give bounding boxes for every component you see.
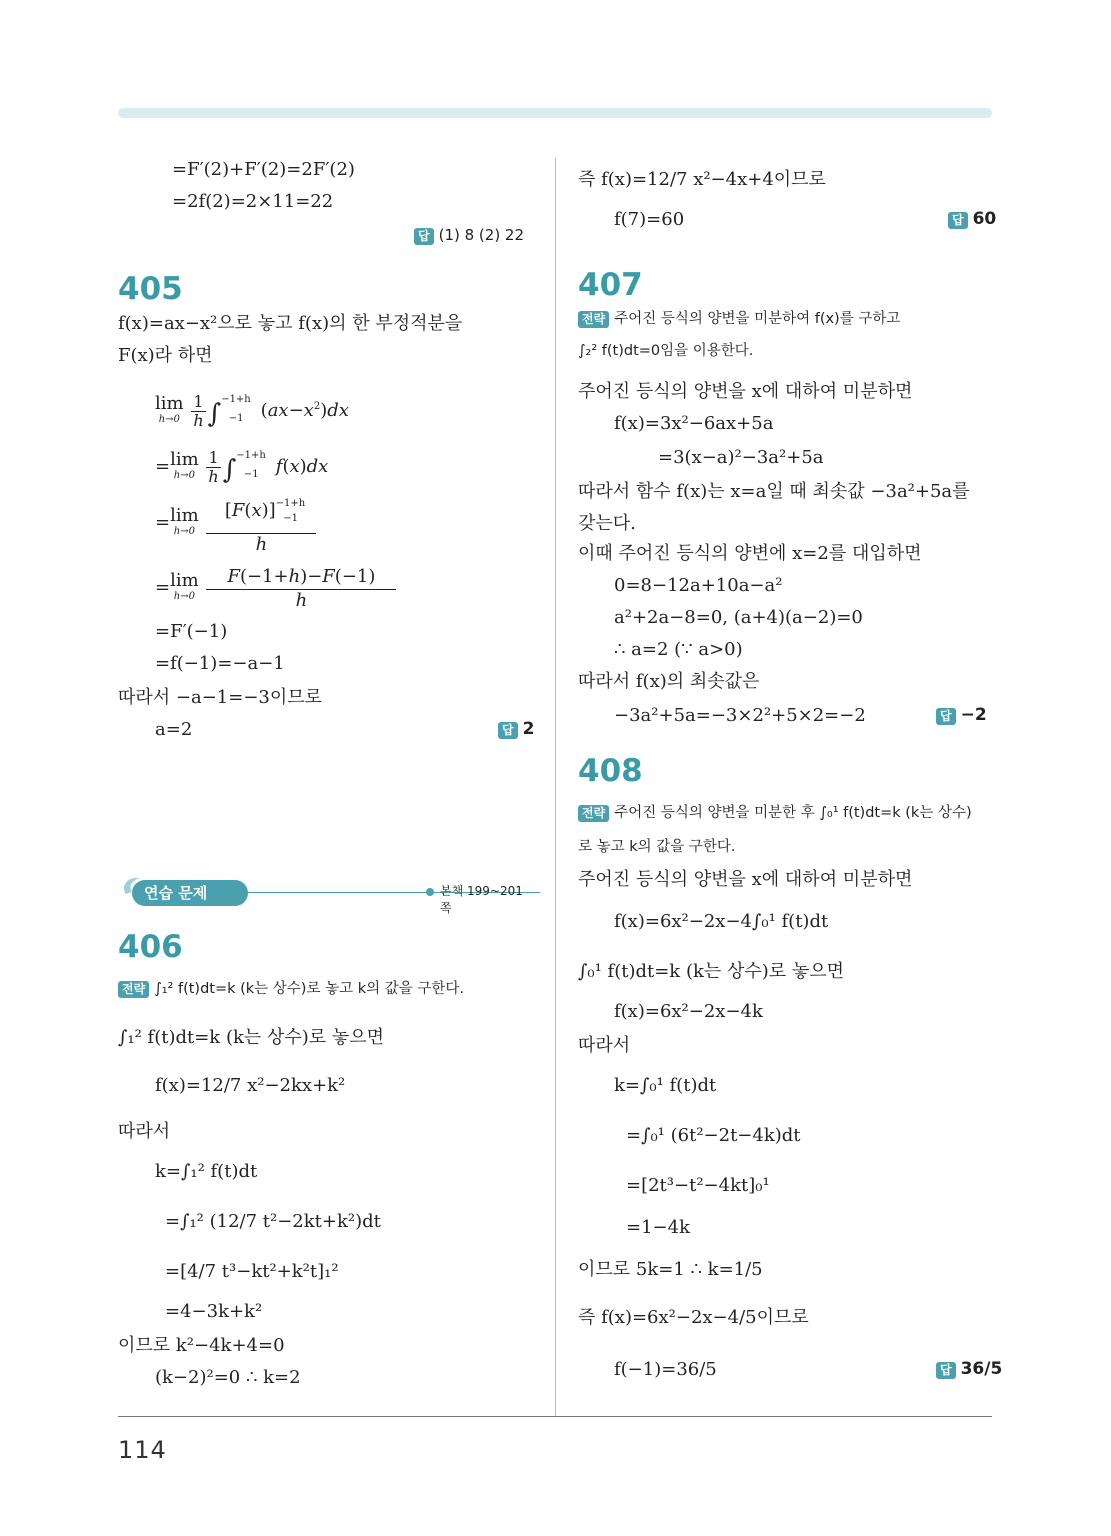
p406-line-7: =4−3k+k² [165,1301,263,1322]
problem-number-407: 407 [578,267,643,303]
p408-line-10: 이므로 5k=1 ∴ k=1/5 [578,1259,763,1280]
strategy-badge: 전략 [118,981,149,998]
p405-line-4: a=2 [155,719,193,740]
practice-section-header [118,872,530,915]
answer-value: −2 [960,705,987,725]
p407-line-3: =3(x−a)²−3a²+5a [658,447,824,468]
bottom-rule [118,1416,992,1417]
p407-strategy-2: ∫₂² f(t)dt=0임을 이용한다. [578,343,754,359]
answer-badge: 답 [498,722,518,739]
p408-line-2: f(x)=6x²−2x−4∫₀¹ f(t)dt [614,911,829,932]
p408-strategy-2: 로 놓고 k의 값을 구한다. [578,839,736,855]
p408-line-9: =1−4k [626,1217,690,1238]
p405-line-3: 따라서 −a−1=−3이므로 [118,687,323,708]
answer-badge: 답 [414,228,434,245]
p408-line-7: =∫₀¹ (6t²−2t−4k)dt [626,1125,801,1146]
top-decorative-bar [118,108,992,118]
page-number: 114 [118,1436,167,1464]
problem-number-406: 406 [118,929,183,965]
p407-line-8: a²+2a−8=0, (a+4)(a−2)=0 [614,607,863,628]
p406-line-9: (k−2)²=0 ∴ k=2 [155,1367,301,1388]
problem-number-405: 405 [118,271,183,307]
p408-line-12: f(−1)=36/5 [614,1359,717,1380]
p407-line-7: 0=8−12a+10a−a² [614,575,783,596]
p406-line-4: k=∫₁² f(t)dt [155,1161,258,1182]
problem-number-408: 408 [578,753,643,789]
p408-line-11: 즉 f(x)=6x²−2x−4/5이므로 [578,1307,809,1328]
strategy-badge: 전략 [578,805,609,822]
p407-line-9: ∴ a=2 (∵ a>0) [614,639,743,660]
carry-right-line-2: f(7)=60 [614,209,685,230]
p407-line-10: 따라서 f(x)의 최솟값은 [578,671,760,692]
p405-expr-5: =F′(−1) [155,621,228,642]
column-divider [555,158,556,1416]
p408-line-3: ∫₀¹ f(t)dt=k (k는 상수)로 놓으면 [578,961,845,982]
answer-carry-left [414,224,524,246]
p407-line-4: 따라서 함수 f(x)는 x=a일 때 최솟값 −3a²+5a를 [578,481,970,502]
carry-line-1: =F′(2)+F′(2)=2F′(2) [172,159,355,180]
p406-line-1: ∫₁² f(t)dt=k (k는 상수)로 놓으면 [118,1027,385,1048]
carry-right-line-1: 즉 f(x)=12/7 x²−4x+4이므로 [578,169,826,190]
p408-strategy-1: 전략 주어진 등식의 양변을 미분한 후 ∫₀¹ f(t)dt=k (k는 상수) [578,802,972,824]
answer-value: 36/5 [960,1359,1003,1379]
p405-line-1: f(x)=ax−x²으로 놓고 f(x)의 한 부정적분을 [118,313,463,334]
p406-line-2: f(x)=12/7 x²−2kx+k² [155,1075,346,1096]
p406-line-6: =[4/7 t³−kt²+k²t]₁² [165,1261,339,1282]
p407-line-1: 주어진 등식의 양변을 x에 대하여 미분하면 [578,381,913,402]
p408-line-4: f(x)=6x²−2x−4k [614,1001,763,1022]
answer-value: 60 [972,209,997,229]
answer-407 [936,704,987,726]
answer-badge: 답 [936,1362,956,1379]
carry-line-2: =2f(2)=2×11=22 [172,191,334,212]
p408-line-5: 따라서 [578,1035,631,1056]
answer-value: 2 [522,719,535,739]
p406-line-3: 따라서 [118,1121,171,1142]
practice-label: 연습 문제 [132,880,248,906]
p408-line-8: =[2t³−t²−4kt]₀¹ [626,1175,770,1196]
p407-line-6: 이때 주어진 등식의 양변에 x=2를 대입하면 [578,543,922,564]
p405-expr-2: = lim h→0 $\frac{1}{h}$ ∫$^{-1+h}_{-1}$ f(x)dx [155,447,329,486]
answer-badge: 답 [936,708,956,725]
answer-408 [936,1358,1002,1380]
p407-line-5: 갖는다. [578,513,636,534]
p405-expr-4: = lim h→0 $\frac{F(-1+h)-F(-1)}{h}$ [155,562,398,614]
p405-expr-6: =f(−1)=−a−1 [155,653,285,674]
p407-line-11: −3a²+5a=−3×2²+5×2=−2 [614,705,866,726]
p407-line-2: f(x)=3x²−6ax+5a [614,413,774,434]
bullet-dot-icon [426,888,434,896]
p406-line-8: 이므로 k²−4k+4=0 [118,1335,285,1356]
p405-expr-3: = lim h→0 $\frac{[F(x)]^{-1+h}_{-1}}{h}$ [155,490,318,554]
p407-strategy-1: 전략 주어진 등식의 양변을 미분하여 f(x)를 구하고 [578,308,900,330]
p406-strategy: 전략 ∫₁² f(t)dt=k (k는 상수)로 놓고 k의 값을 구한다. [118,978,464,1000]
p405-line-2: F(x)라 하면 [118,345,213,366]
answer-badge: 답 [948,212,968,229]
strategy-badge: 전략 [578,311,609,328]
practice-reference: 본책 199~201쪽 [440,884,523,915]
answer-text: (1) 8 (2) 22 [438,226,525,244]
p405-expr-1: lim h→0 $\frac{1}{h}$ ∫$^{-1+h}_{-1}$ $(ax-x^2)dx$ [155,391,349,430]
p408-line-6: k=∫₀¹ f(t)dt [614,1075,717,1096]
answer-carry-right [948,208,996,230]
p406-line-5: =∫₁² (12/7 t²−2kt+k²)dt [165,1211,381,1232]
answer-405 [498,718,534,740]
p408-line-1: 주어진 등식의 양변을 x에 대하여 미분하면 [578,869,913,890]
